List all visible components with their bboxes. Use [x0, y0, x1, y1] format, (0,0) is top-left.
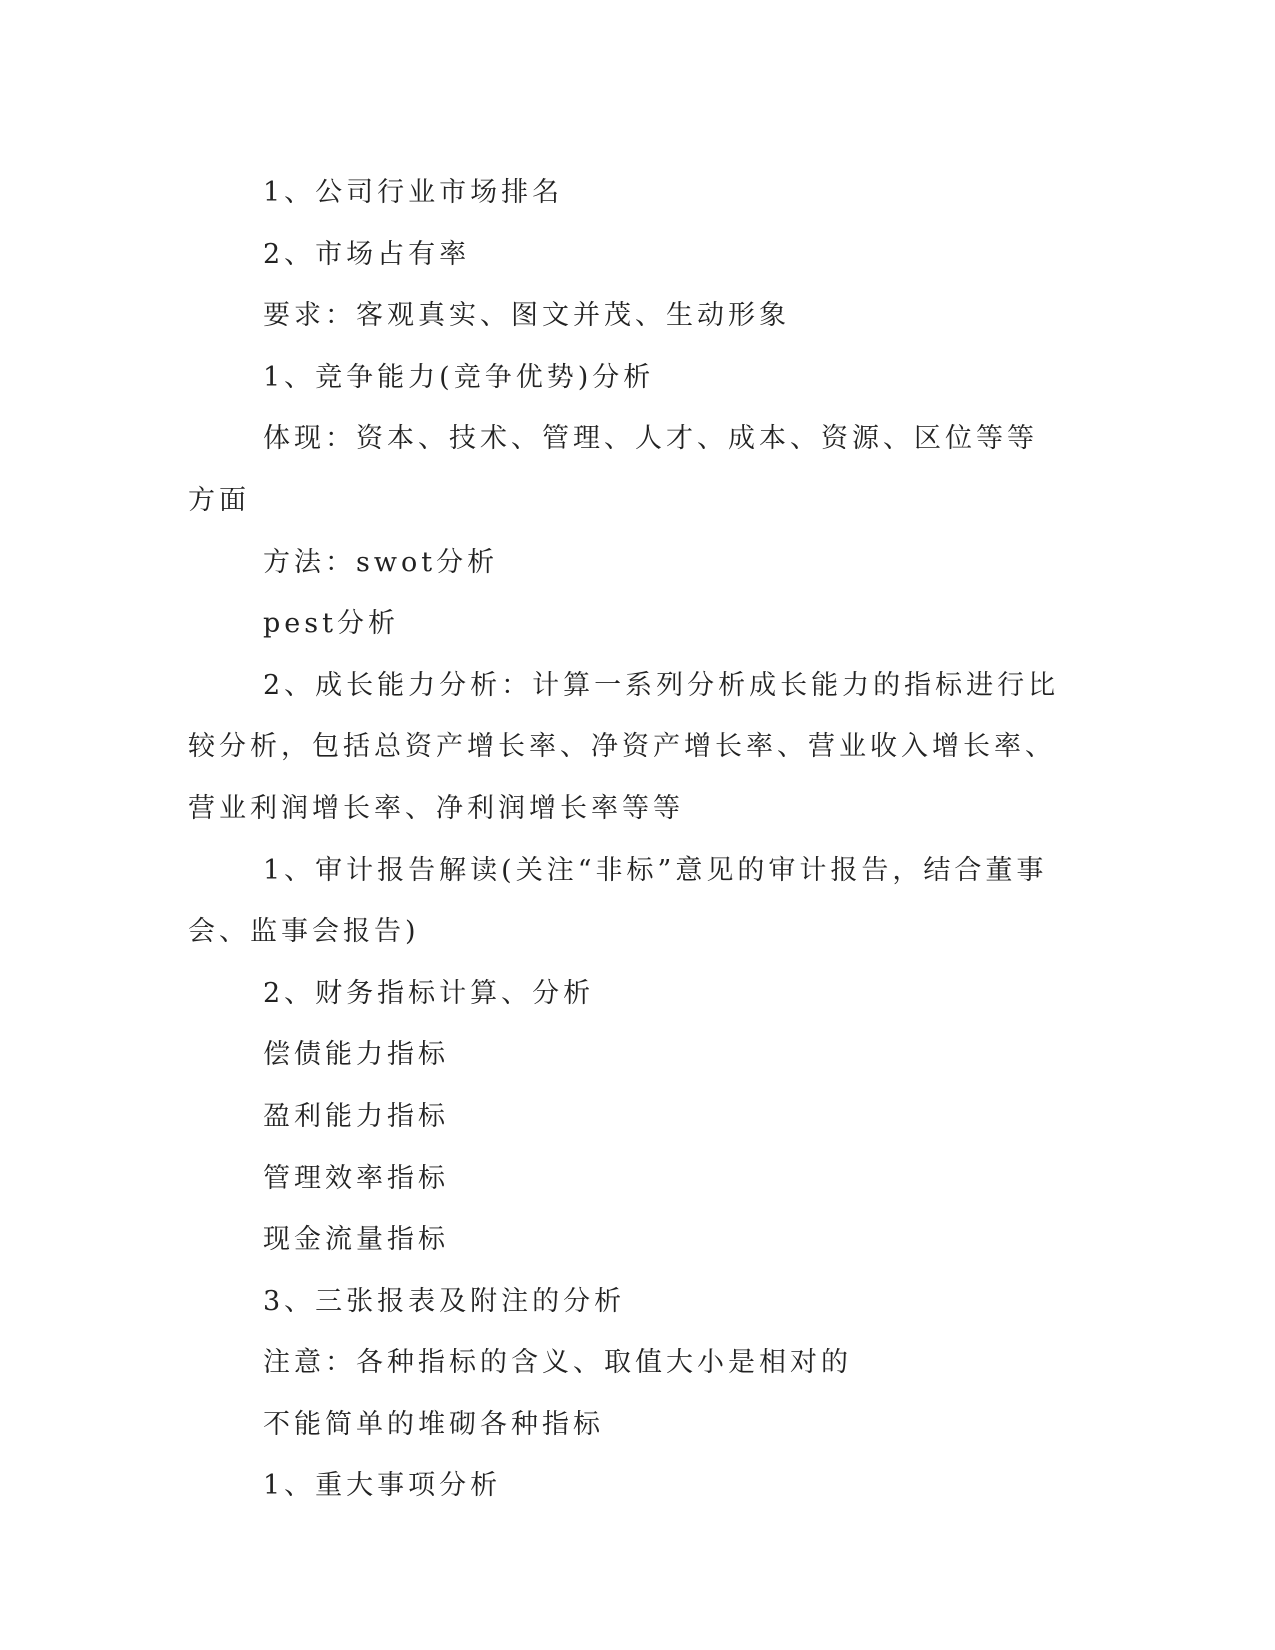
paragraph-audit-report: 1、审计报告解读(关注“非标”意见的审计报告，结合董事会、监事会报告): [188, 854, 1048, 948]
paragraph-method-swot: 方法：swot分析: [263, 546, 499, 578]
paragraph-financial-indicators: 2、财务指标计算、分析: [263, 977, 595, 1009]
paragraph-major-events: 1、重大事项分析: [263, 1470, 502, 1502]
paragraph-note-relative: 注意：各种指标的含义、取值大小是相对的: [263, 1347, 852, 1379]
paragraph-market-ranking: 1、公司行业市场排名: [263, 177, 564, 208]
document-body: [188, 162, 1068, 1517]
paragraph-pest: pest分析: [263, 608, 399, 640]
paragraph-three-statements: 3、三张报表及附注的分析: [263, 1285, 626, 1317]
paragraph-requirements: 要求：客观真实、图文并茂、生动形象: [263, 300, 790, 332]
paragraph-manifestation: 体现：资本、技术、管理、人才、成本、资源、区位等等方面: [188, 423, 1038, 516]
paragraph-solvency: 偿债能力指标: [263, 1039, 449, 1071]
paragraph-cash-flow: 现金流量指标: [263, 1224, 449, 1256]
paragraph-competitiveness: 1、竞争能力(竞争优势)分析: [263, 361, 655, 393]
paragraph-management-efficiency: 管理效率指标: [263, 1162, 449, 1194]
paragraph-growth-analysis: 2、成长能力分析：计算一系列分析成长能力的指标进行比较分析，包括总资产增长率、净资产增长率、营业收入增长率、营业利润增长率、净利润增长率等等: [188, 669, 1060, 824]
paragraph-no-stacking: 不能简单的堆砌各种指标: [263, 1408, 604, 1440]
paragraph-market-share: 2、市场占有率: [263, 238, 471, 270]
paragraph-profitability: 盈利能力指标: [263, 1100, 449, 1132]
